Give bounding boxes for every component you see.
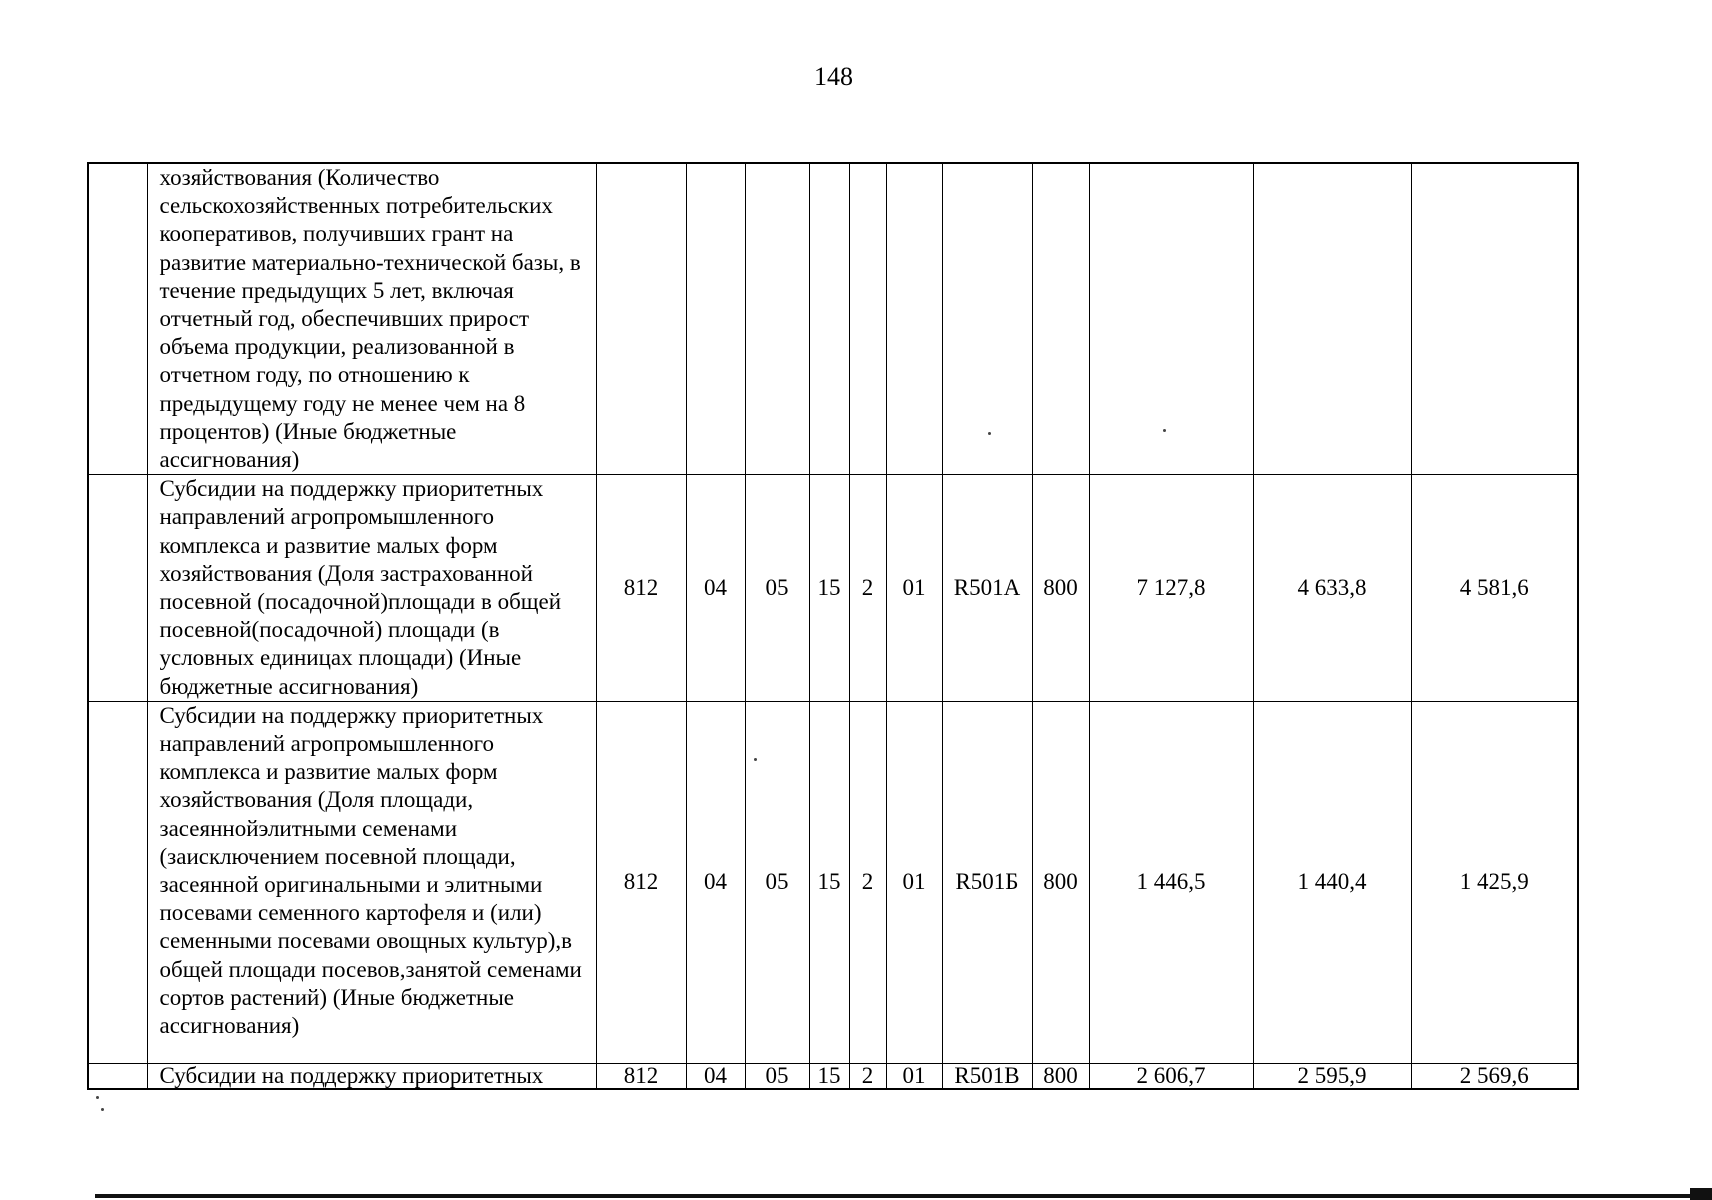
ministry-code-cell: 812 bbox=[596, 1063, 686, 1089]
scan-speck bbox=[754, 758, 757, 761]
subprogram-code-cell: 2 bbox=[849, 1063, 886, 1089]
scan-speck bbox=[96, 1096, 99, 1099]
event-code-cell: 01 bbox=[886, 701, 942, 1063]
amount-cell: 1 425,9 bbox=[1411, 701, 1578, 1063]
amount-cell: 2 606,7 bbox=[1089, 1063, 1253, 1089]
subsection-code-cell: 05 bbox=[745, 701, 809, 1063]
amount-cell: 1 440,4 bbox=[1253, 701, 1411, 1063]
amount-cell bbox=[1253, 163, 1411, 475]
expense-type-cell: 800 bbox=[1032, 701, 1089, 1063]
event-code-cell: 01 bbox=[886, 475, 942, 702]
ministry-code-cell bbox=[596, 163, 686, 475]
scan-speck bbox=[988, 432, 991, 435]
amount-cell: 1 446,5 bbox=[1089, 701, 1253, 1063]
amount-cell: 7 127,8 bbox=[1089, 475, 1253, 702]
row-number-cell bbox=[88, 701, 147, 1063]
table-row bbox=[88, 1063, 1578, 1089]
ministry-code-cell: 812 bbox=[596, 475, 686, 702]
scan-border-line bbox=[95, 1194, 1712, 1198]
event-code-cell bbox=[886, 163, 942, 475]
row-number-cell bbox=[88, 163, 147, 475]
target-code-cell: R501А bbox=[942, 475, 1032, 702]
expense-type-cell bbox=[1032, 163, 1089, 475]
amount-cell bbox=[1089, 163, 1253, 475]
scan-speck bbox=[1163, 429, 1166, 432]
amount-cell: 4 633,8 bbox=[1253, 475, 1411, 702]
description-cell: хозяйствования (Количество сельскохозяйственных потребительских кооперативов, получивших грант на развитие материально-технической базы, в течение предыдущих 5 лет, включая отчетный год, обеспечивших прирост объема продукции, реализованной в отчетном году, по отношению к предыдущему году не менее чем на 8 процентов) (Иные бюджетные ассигнования) bbox=[147, 163, 596, 475]
expense-type-cell: 800 bbox=[1032, 1063, 1089, 1089]
amount-cell: 2 595,9 bbox=[1253, 1063, 1411, 1089]
subprogram-code-cell: 2 bbox=[849, 475, 886, 702]
subsection-code-cell bbox=[745, 163, 809, 475]
budget-table bbox=[87, 162, 1579, 1090]
amount-cell: 2 569,6 bbox=[1411, 1063, 1578, 1089]
section-code-cell: 04 bbox=[686, 475, 745, 702]
description-cell: Субсидии на поддержку приоритетных направлений агропромышленного комплекса и развитие малых форм хозяйствования (Доля площади, засеяннойэлитными семенами (заисключением посевной площади, засеянной оригинальными и элитными посевами семенного картофеля и (или) семенными посевами овощных культур),в общей площади посевов,занятой семенами сортов растений) (Иные бюджетные ассигнования) bbox=[147, 701, 596, 1063]
page-number: 148 bbox=[814, 62, 853, 91]
expense-type-cell: 800 bbox=[1032, 475, 1089, 702]
subprogram-code-cell bbox=[849, 163, 886, 475]
program-code-cell: 15 bbox=[809, 701, 849, 1063]
table-row bbox=[88, 163, 1578, 475]
amount-cell: 4 581,6 bbox=[1411, 475, 1578, 702]
program-code-cell: 15 bbox=[809, 475, 849, 702]
scan-border-edge bbox=[1690, 1188, 1712, 1200]
row-number-cell bbox=[88, 475, 147, 702]
subsection-code-cell: 05 bbox=[745, 1063, 809, 1089]
description-cell: Субсидии на поддержку приоритетных направлений агропромышленного комплекса и развитие малых форм хозяйствования (Доля застрахованной посевной (посадочной)площади в общей посевной(посадочной) площади (в условных единицах площади) (Иные бюджетные ассигнования) bbox=[147, 475, 596, 702]
amount-cell bbox=[1411, 163, 1578, 475]
scan-speck bbox=[101, 1108, 104, 1111]
table-row bbox=[88, 701, 1578, 1063]
row-number-cell bbox=[88, 1063, 147, 1089]
section-code-cell: 04 bbox=[686, 701, 745, 1063]
target-code-cell: R501В bbox=[942, 1063, 1032, 1089]
section-code-cell: 04 bbox=[686, 1063, 745, 1089]
section-code-cell bbox=[686, 163, 745, 475]
subsection-code-cell: 05 bbox=[745, 475, 809, 702]
ministry-code-cell: 812 bbox=[596, 701, 686, 1063]
target-code-cell: R501Б bbox=[942, 701, 1032, 1063]
program-code-cell bbox=[809, 163, 849, 475]
event-code-cell: 01 bbox=[886, 1063, 942, 1089]
program-code-cell: 15 bbox=[809, 1063, 849, 1089]
table-row bbox=[88, 475, 1578, 702]
target-code-cell bbox=[942, 163, 1032, 475]
description-cell: Субсидии на поддержку приоритетных bbox=[147, 1063, 596, 1089]
subprogram-code-cell: 2 bbox=[849, 701, 886, 1063]
